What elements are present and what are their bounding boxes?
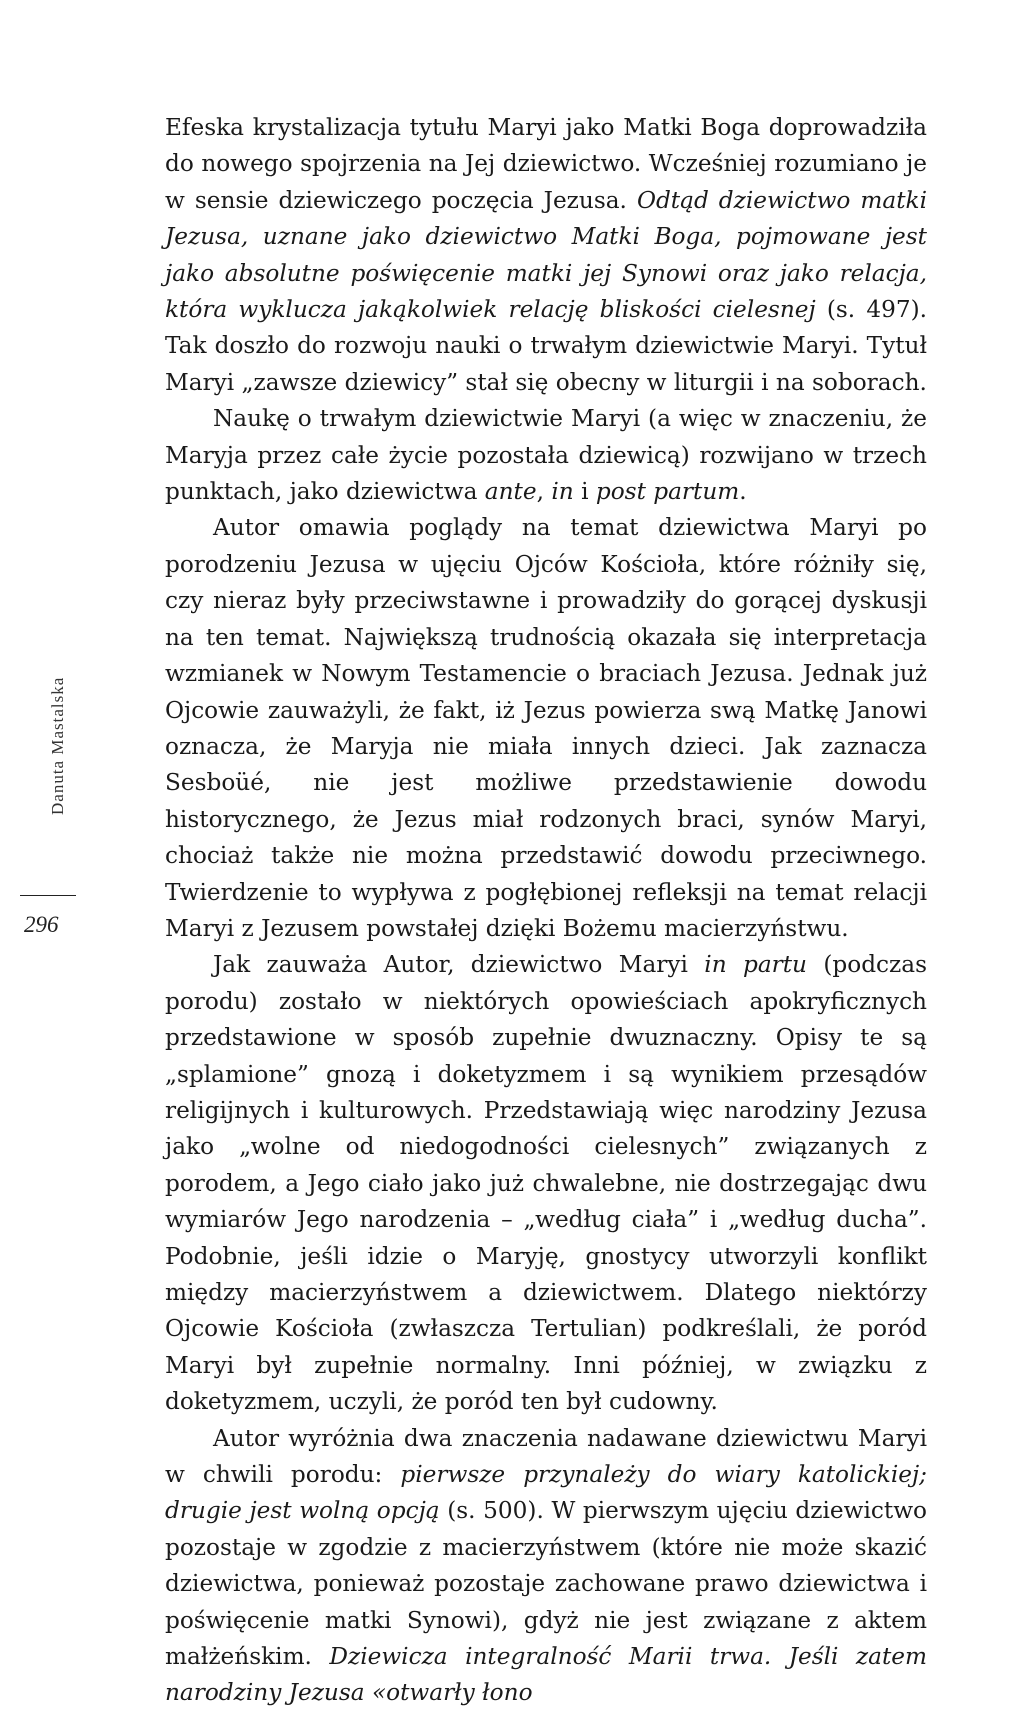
text-run: i bbox=[573, 478, 596, 506]
text-run: . bbox=[739, 478, 747, 506]
paragraph bbox=[165, 110, 927, 401]
running-head: Danuta Mastalska bbox=[48, 676, 67, 815]
text-run: Autor omawia poglądy na temat dziewictwa Maryi po porodzeniu Jezusa w ujęciu Ojców Kościoła, które różniły się, czy nieraz były przeciwstawne i prowadziły do gorącej dyskusji na ten temat. Największą trudnością okazała się interpretacja wzmianek w Nowym Testamencie o braciach Jezusa. Jednak już Ojcowie zauważyli, że fakt, iż Jezus powierza swą Matkę Janowi oznacza, że Maryja nie miała innych dzieci. Jak zaznacza Sesboüé, nie jest możliwe przedstawienie dowodu historycznego, że Jezus miał rodzonych braci, synów Maryi, chociaż także nie można przedstawić dowodu przeciwnego. Twierdzenie to wypływa z pogłębionej refleksji na temat relacji Maryi z Jezusem powstałej dzięki Bożemu macierzyństwu. bbox=[165, 514, 927, 942]
text-run: Autor wyróżnia dwa znaczenia nadawane dziewictwu Maryi w chwili porodu: bbox=[165, 1424, 927, 1489]
italic-text: Dziewicza integralność Marii trwa. Jeśli zatem narodziny Jezusa «otwarły łono bbox=[165, 1643, 928, 1707]
text-run: , bbox=[536, 478, 552, 506]
text-run: Efeska krystalizacja tytułu Maryi jako Matki Boga doprowadziła do nowego spojrzenia na Jej dziewictwo. Wcześniej rozumiano je w sensie dziewiczego poczęcia Jezusa. bbox=[165, 114, 927, 214]
italic-text: ante bbox=[484, 478, 537, 506]
paragraph bbox=[165, 401, 927, 510]
italic-text: Odtąd dziewictwo matki Jezusa, uznane jako dziewictwo Matki Boga, pojmowane jest jako absolutne poświęcenie matki jej Synowi oraz jako relacja, która wyklucza jakąkolwiek relację bliskości cielesnej bbox=[165, 186, 928, 324]
italic-text: in bbox=[551, 478, 574, 506]
italic-text: in partu bbox=[704, 951, 807, 979]
text-run: (s. 500). W pierwszym ujęciu dziewictwo pozostaje w zgodzie z macierzyństwem (które nie może skazić dziewictwa, ponieważ pozostaje zachowane prawo dziewictwa i poświęcenie matki Synowi), gdyż nie jest związane z aktem małżeńskim. bbox=[165, 1497, 927, 1671]
paragraph bbox=[165, 510, 927, 947]
page-number: 296 bbox=[24, 912, 59, 937]
body-text bbox=[165, 110, 927, 1712]
paragraph bbox=[165, 947, 927, 1420]
text-run: Naukę o trwałym dziewictwie Maryi (a więc w znaczeniu, że Maryja przez całe życie pozostała dziewicą) rozwijano w trzech punktach, jako dziewictwa bbox=[165, 405, 927, 506]
text-run: (s. 497). Tak doszło do rozwoju nauki o trwałym dziewictwie Maryi. Tytuł Maryi „zawsze dziewicy” stał się obecny w liturgii i na soborach. bbox=[165, 296, 928, 396]
italic-text: post partum bbox=[595, 478, 740, 506]
text-run: (podczas porodu) zostało w niektórych opowieściach apokryficznych przedstawione w sposób zupełnie dwuznaczny. Opisy te są „splamione” gnozą i doketyzmem i są wynikiem przesądów religijnych i kulturowych. Przedstawiają więc narodziny Jezusa jako „wolne od niedogodności cielesnych” związanych z porodem, a Jego ciało jako już chwalebne, nie dostrzegając dwu wymiarów Jego narodzenia – „według ciała” i „według ducha”. Podobnie, jeśli idzie o Maryję, gnostycy utworzyli konflikt między macierzyństwem a dziewictwem. Dlatego niektórzy Ojcowie Kościoła (zwłaszcza Tertulian) podkreślali, że poród Maryi był zupełnie normalny. Inni później, w związku z doketyzmem, uczyli, że poród ten był cudowny. bbox=[165, 951, 927, 1416]
text-run: Jak zauważa Autor, dziewictwo Maryi bbox=[213, 951, 705, 979]
page-margin bbox=[0, 676, 120, 1000]
paragraph bbox=[165, 1421, 927, 1712]
italic-text: pierwsze przynależy do wiary katolickiej; drugie jest wolną opcją bbox=[165, 1461, 927, 1525]
margin-rule bbox=[20, 895, 76, 896]
